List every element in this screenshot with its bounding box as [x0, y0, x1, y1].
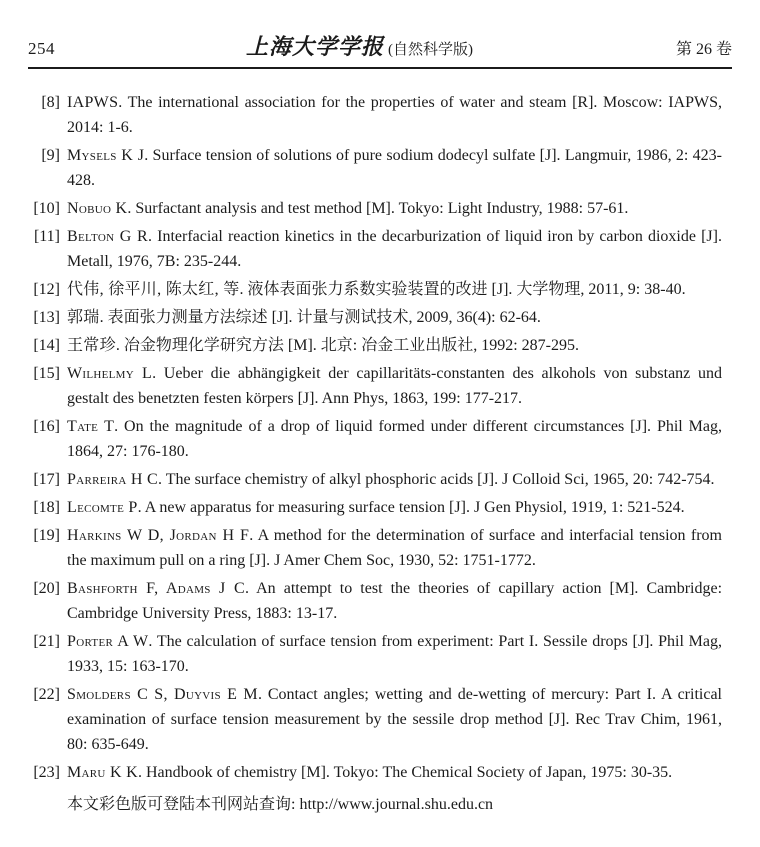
reference-authors: Parreira H C	[67, 471, 159, 488]
reference-rest: . Surface tension of solutions of pure sodium dodecyl sulfate [J]. Langmuir, 1986, 2: 423-428.	[67, 147, 722, 189]
reference-authors: 王常珍	[67, 337, 116, 354]
header-rule	[28, 67, 732, 69]
reference-item	[28, 467, 722, 492]
reference-text	[67, 305, 722, 330]
reference-number: [8]	[41, 94, 60, 111]
reference-rest: . A new apparatus for measuring surface tension [J]. J Gen Physiol, 1919, 1: 521-524.	[137, 499, 685, 516]
reference-item	[28, 333, 722, 358]
reference-rest: . On the magnitude of a drop of liquid formed under different circumstances [J]. Phil Mag, 1864, 27: 176-180.	[67, 418, 722, 460]
reference-authors: Nobuo K	[67, 200, 128, 217]
reference-item	[28, 143, 722, 193]
footer-note	[67, 792, 722, 817]
reference-text	[67, 361, 722, 411]
reference-authors: 郭瑞	[67, 309, 100, 326]
reference-item	[28, 576, 722, 626]
reference-rest: . Ueber die abhängigkeit der capillaritäts-constanten des alkohols von substanz und gestalt des benetzten festen körpers [J]. Ann Phys, 1863, 199: 177-217.	[67, 365, 723, 407]
reference-rest: . Contact angles; wetting and de-wetting of mercury: Part I. A critical examination of surface tension measurement by the sessile drop method [J]. Rec Trav Chim, 1961, 80: 635-649.	[67, 686, 722, 753]
reference-rest: . A method for the determination of surface and interfacial tension from the maximum pull on a ring [J]. J Amer Chem Soc, 1930, 52: 1751-1772.	[67, 527, 723, 569]
reference-text	[67, 224, 722, 274]
reference-authors: 代伟, 徐平川, 陈太红, 等	[67, 281, 240, 298]
reference-rest: . 冶金物理化学研究方法 [M]. 北京: 冶金工业出版社, 1992: 287-295.	[115, 337, 580, 354]
reference-number: [11]	[33, 228, 60, 245]
journal-subtitle: (自然科学版)	[388, 42, 473, 58]
reference-item	[28, 495, 722, 520]
reference-item	[28, 305, 722, 330]
reference-item	[28, 629, 722, 679]
reference-authors: Mysels K J	[67, 147, 145, 164]
page-number: 254	[28, 39, 55, 58]
reference-rest: . Surfactant analysis and test method [M]. Tokyo: Light Industry, 1988: 57-61.	[127, 200, 629, 217]
reference-number: [17]	[33, 471, 60, 488]
reference-number: [18]	[33, 499, 60, 516]
footer-note-label: 本文彩色版可登陆本刊网站查询:	[67, 796, 300, 813]
reference-authors: Tate T	[67, 418, 115, 435]
footer-url: http://www.journal.shu.edu.cn	[299, 796, 494, 813]
reference-item	[28, 361, 722, 411]
reference-text	[67, 196, 722, 221]
reference-item	[28, 196, 722, 221]
reference-text	[67, 277, 722, 302]
reference-rest: . 表面张力测量方法综述 [J]. 计量与测试技术, 2009, 36(4): 62-64.	[99, 309, 541, 326]
reference-text	[67, 467, 722, 492]
reference-number: [19]	[33, 527, 60, 544]
reference-number: [16]	[33, 418, 60, 435]
reference-authors: Lecomte P	[67, 499, 138, 516]
reference-rest: . Handbook of chemistry [M]. Tokyo: The Chemical Society of Japan, 1975: 30-35.	[137, 764, 673, 781]
journal-title: 上海大学学报	[245, 34, 384, 59]
reference-text	[67, 629, 722, 679]
reference-number: [22]	[33, 686, 60, 703]
reference-number: [20]	[33, 580, 60, 597]
reference-rest: . The international association for the properties of water and steam [R]. Moscow: IAPWS, 2014: 1-6.	[67, 94, 722, 136]
running-head	[28, 30, 732, 67]
reference-authors: IAPWS	[67, 94, 119, 111]
reference-item	[28, 760, 722, 785]
reference-item	[28, 682, 722, 757]
volume-label: 第 26 卷	[675, 41, 732, 58]
reference-text	[67, 333, 722, 358]
reference-number: [14]	[33, 337, 60, 354]
reference-number: [12]	[33, 281, 60, 298]
reference-item	[28, 277, 722, 302]
reference-rest: . An attempt to test the theories of capillary action [M]. Cambridge: Cambridge University Press, 1883: 13-17.	[67, 580, 723, 622]
reference-item	[28, 523, 722, 573]
reference-authors: Maru K K	[67, 764, 138, 781]
reference-text	[67, 495, 722, 520]
reference-number: [10]	[33, 200, 60, 217]
reference-text	[67, 523, 722, 573]
reference-text	[67, 760, 722, 785]
reference-rest: . The calculation of surface tension from experiment: Part I. Sessile drops [J]. Phil Mag, 1933, 15: 163-170.	[67, 633, 723, 675]
reference-number: [9]	[41, 147, 60, 164]
reference-item	[28, 90, 722, 140]
reference-text	[67, 682, 722, 757]
journal-title-block	[246, 30, 473, 61]
reference-text	[67, 143, 722, 193]
reference-authors: Wilhelmy L	[67, 365, 153, 382]
reference-number: [21]	[33, 633, 60, 650]
reference-text	[67, 414, 722, 464]
reference-authors: Porter A W	[67, 633, 149, 650]
reference-rest: . Interfacial reaction kinetics in the decarburization of liquid iron by carbon dioxide [J]. Metall, 1976, 7B: 235-244.	[67, 228, 722, 270]
reference-rest: . 液体表面张力系数实验装置的改进 [J]. 大学物理, 2011, 9: 38-40.	[239, 281, 686, 298]
reference-authors: Smolders C S, Duyvis E M	[67, 686, 258, 703]
reference-text	[67, 576, 722, 626]
reference-rest: . The surface chemistry of alkyl phosphoric acids [J]. J Colloid Sci, 1965, 20: 742-754.	[158, 471, 715, 488]
reference-item	[28, 414, 722, 464]
reference-number: [15]	[33, 365, 60, 382]
reference-authors: Belton G R	[67, 228, 148, 245]
reference-item	[28, 224, 722, 274]
reference-number: [13]	[33, 309, 60, 326]
reference-authors: Bashforth F, Adams J C	[67, 580, 245, 597]
reference-list	[28, 90, 722, 785]
reference-text	[67, 90, 722, 140]
reference-authors: Harkins W D, Jordan H F	[67, 527, 250, 544]
reference-number: [23]	[33, 764, 60, 781]
